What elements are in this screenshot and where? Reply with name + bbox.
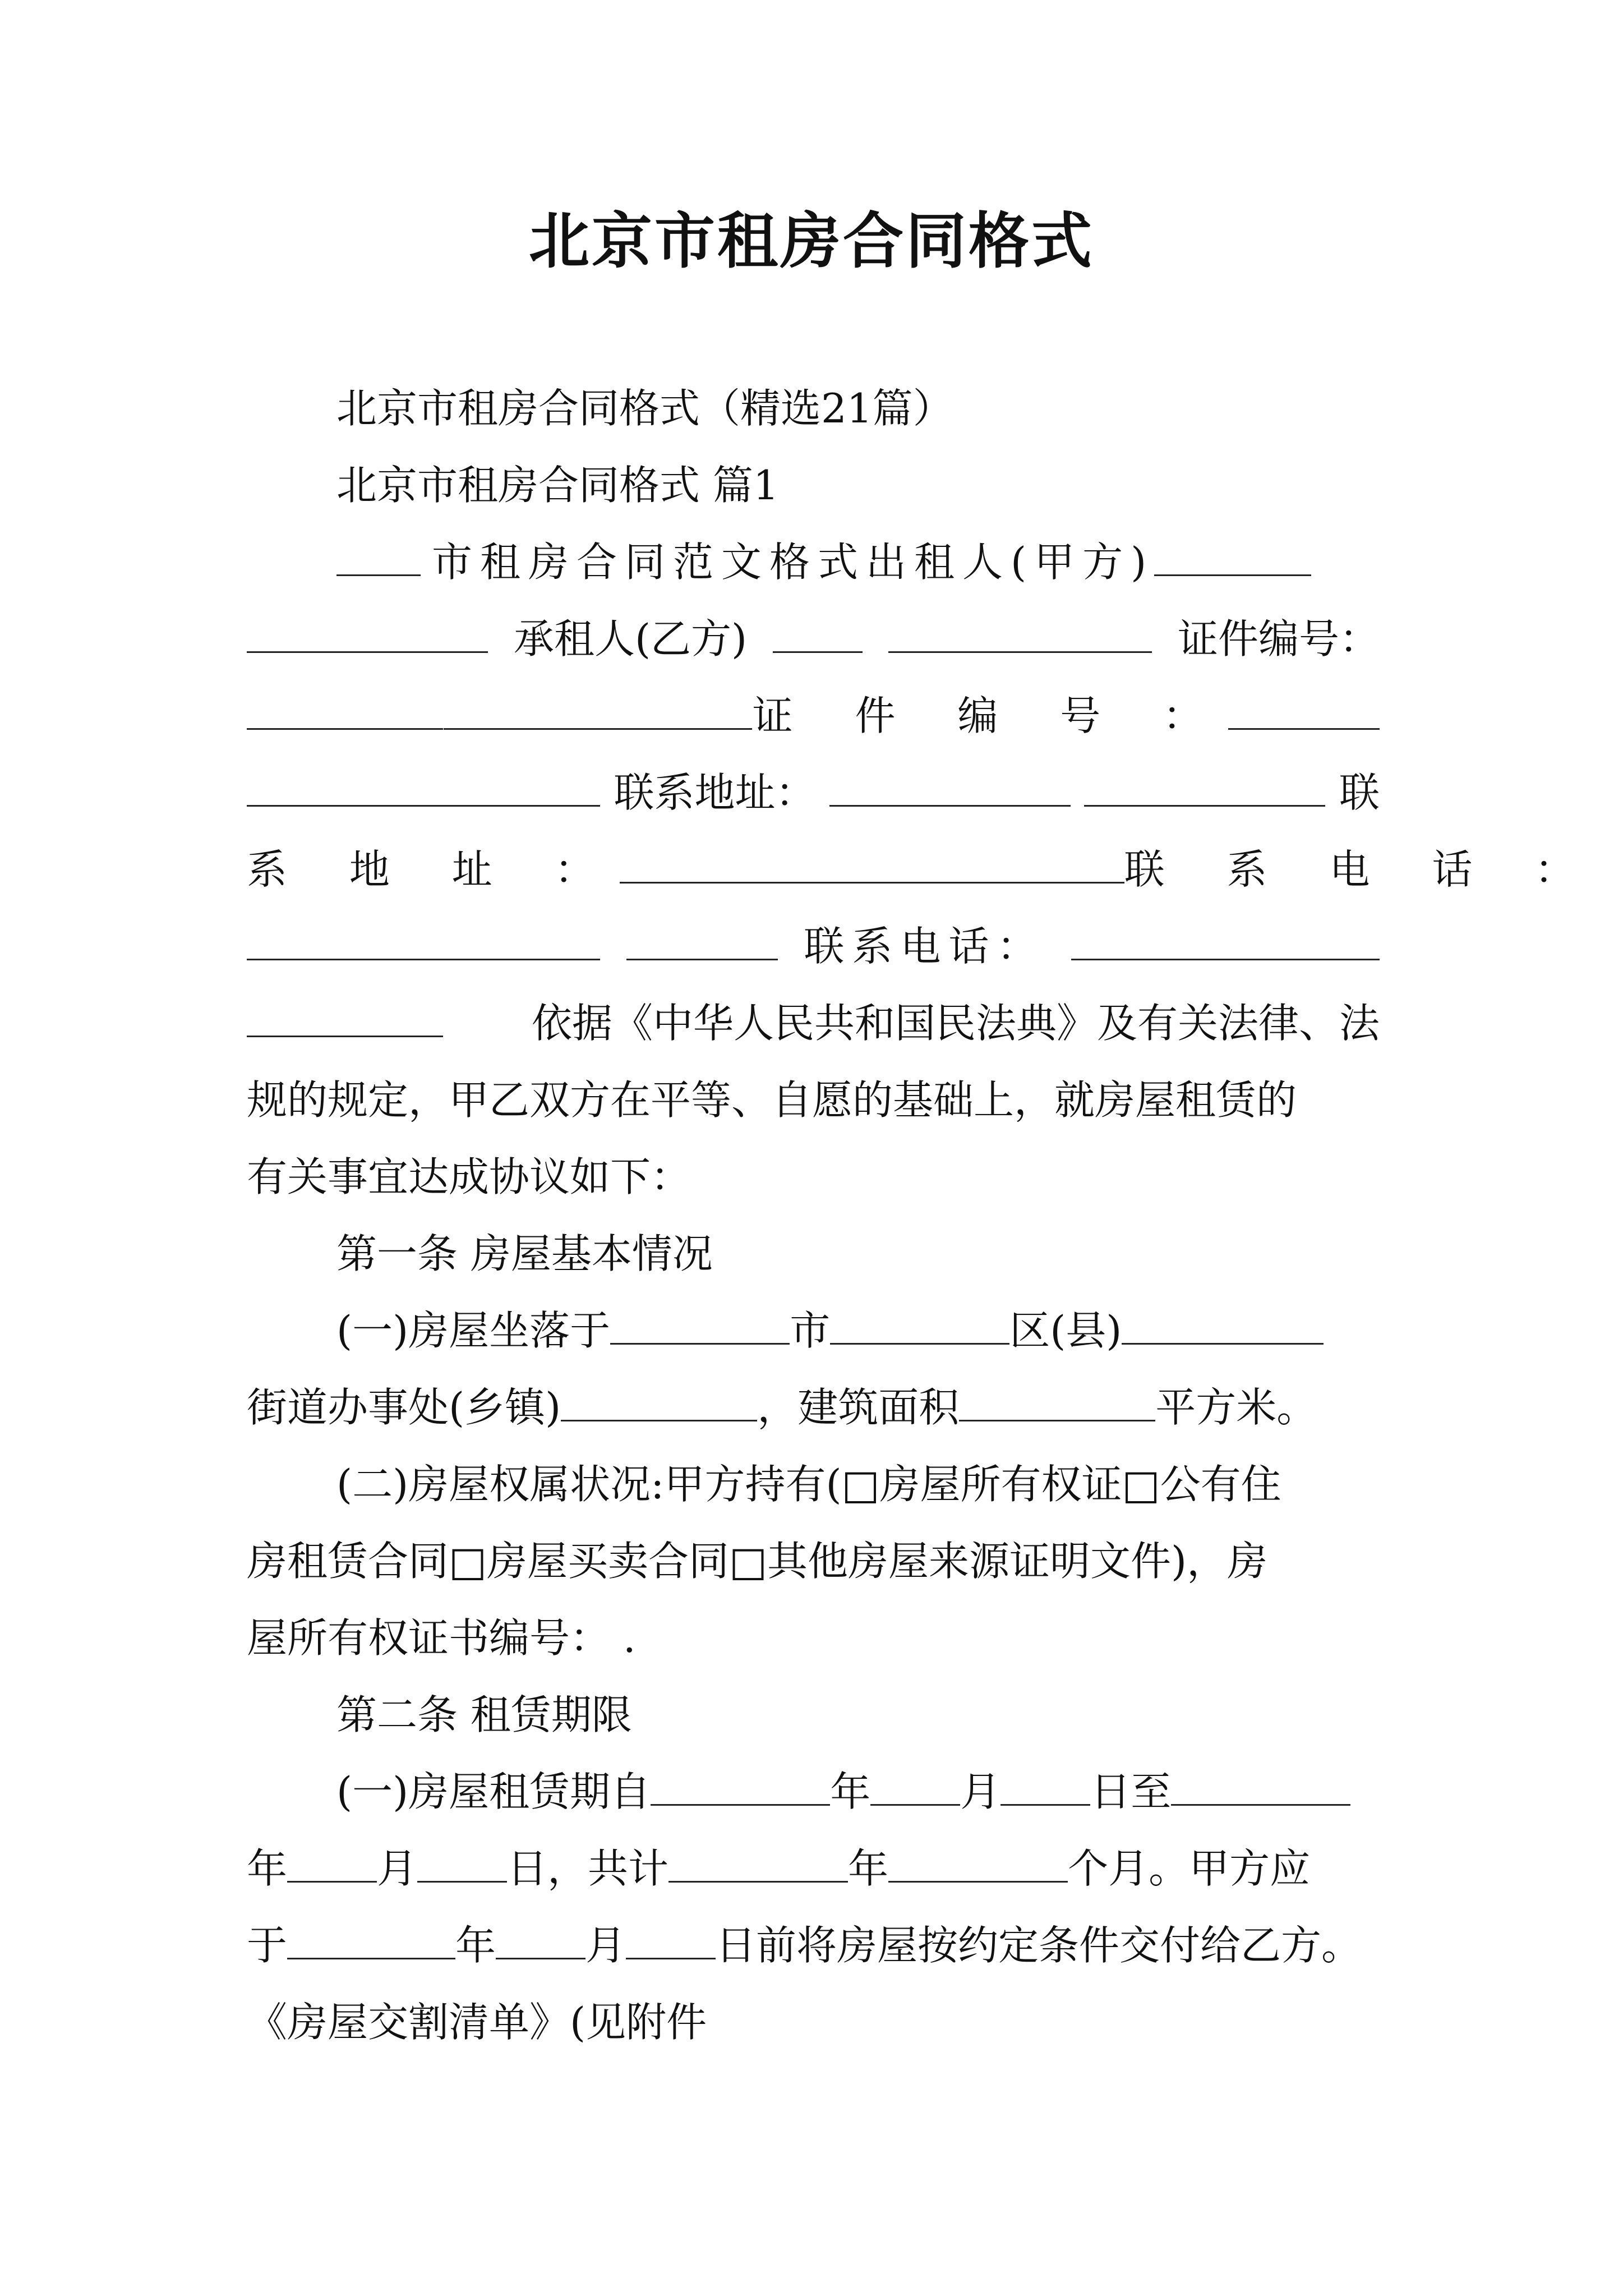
header-line-5 (247, 831, 1600, 908)
blank-street (1122, 1309, 1324, 1345)
blank-city (336, 541, 421, 576)
blank (773, 618, 863, 653)
article1-clause2-line1 (247, 1446, 1380, 1523)
id-number-label: 证件编号： (1177, 615, 1380, 662)
blank-district (830, 1309, 1009, 1345)
blank-years (668, 1847, 848, 1883)
contact-char: 联 (1339, 769, 1380, 816)
blank-lessor (1154, 541, 1311, 576)
clause-text: 平方米。 (1155, 1384, 1317, 1431)
blank-subdistrict (561, 1386, 757, 1421)
blank-city (610, 1309, 790, 1345)
blank-month (870, 1770, 960, 1806)
clause-text: 年 (830, 1768, 871, 1815)
article2-clause1-line4 (247, 1984, 1380, 2061)
clause-text: 于 (247, 1922, 288, 1969)
clause-text: (二)房屋权属状况:甲方持有(□房屋所有权证□公有住 (336, 1461, 1281, 1508)
blank-area (959, 1386, 1155, 1421)
intro-text-1: 依据《中华人民共和国民法典》及有关法律、法 (531, 1000, 1380, 1047)
id-number-label-2: 证 件 编 号 ： (752, 692, 1228, 739)
clause-text: 年 (848, 1845, 889, 1892)
article1-heading-line (247, 1216, 1380, 1292)
document-body (247, 370, 1600, 2061)
phone-label-2: 联系电话： (804, 923, 1045, 970)
clause-text: 《房屋交割清单》(见附件 (247, 1999, 707, 2046)
blank-month (496, 1924, 585, 1959)
clause-text: 月 (585, 1922, 626, 1969)
blank (247, 694, 443, 730)
blank (626, 925, 778, 960)
intro-text-3: 有关事宜达成协议如下： (247, 1153, 691, 1200)
blank-day (417, 1847, 507, 1883)
header-line-1 (247, 524, 1380, 601)
clause-text: 年 (247, 1845, 288, 1892)
document-title: 北京市租房合同格式 (528, 206, 1094, 277)
header-line-4 (247, 754, 1380, 831)
article1-clause1-line1 (247, 1292, 1380, 1369)
section-heading-line (247, 447, 1380, 524)
intro-line-2 (247, 1062, 1380, 1139)
blank (444, 694, 752, 730)
header-line-2 (247, 601, 1380, 678)
clause-text: 年 (455, 1922, 496, 1969)
blank (1084, 771, 1325, 807)
blank-year (1171, 1770, 1350, 1806)
clause-text: 日，共计 (507, 1845, 669, 1892)
header-line-3 (247, 678, 1380, 754)
phone-label: 联 系 电 话 ： (1124, 846, 1600, 893)
article1-clause2-line3 (247, 1600, 1380, 1677)
article1-clause1-line2 (247, 1369, 1380, 1446)
article1-heading: 第一条 房屋基本情况 (336, 1230, 713, 1277)
header-line-6 (247, 908, 1380, 985)
section-heading: 北京市租房合同格式 篇1 (336, 462, 779, 509)
blank (247, 618, 488, 653)
clause-text: (一)房屋租赁期自 (336, 1768, 651, 1815)
article2-heading-line (247, 1677, 1380, 1754)
clause-text: 月 (960, 1768, 1001, 1815)
blank (829, 771, 1071, 807)
clause-text: ，建筑面积 (757, 1384, 960, 1431)
clause-text: (一)房屋坐落于 (336, 1307, 611, 1354)
header-text: 市租房合同范文格式出租人(甲方) (432, 539, 1155, 586)
intro-text-2: 规的规定，甲乙双方在平等、自愿的基础上，就房屋租赁的 (247, 1076, 1297, 1124)
article2-clause1-line3 (247, 1907, 1380, 1984)
blank-year (651, 1770, 830, 1806)
address-label-2: 系 地 址 ： (247, 846, 620, 893)
blank-day (1000, 1770, 1090, 1806)
blank (861, 848, 1124, 884)
article2-clause1-line2 (247, 1830, 1380, 1907)
intro-line-3 (247, 1139, 1380, 1216)
clause-text: 市 (790, 1307, 831, 1354)
clause-text: 个月。甲方应 (1068, 1845, 1311, 1892)
blank (247, 1002, 443, 1037)
blank (888, 618, 1152, 653)
blank (1228, 694, 1380, 730)
clause-text: 区(县) (1009, 1307, 1122, 1354)
subtitle-line (247, 370, 1380, 447)
clause-text: 月 (377, 1845, 418, 1892)
blank-months (888, 1847, 1068, 1883)
intro-line-1 (247, 985, 1380, 1062)
article2-clause1-line1 (247, 1754, 1380, 1830)
clause-text: 日前将房屋按约定条件交付给乙方。 (716, 1922, 1362, 1969)
blank (620, 848, 861, 884)
address-label: 联系地址： (614, 769, 816, 816)
blank-year (287, 1924, 455, 1959)
blank-month (287, 1847, 377, 1883)
blank-day (626, 1924, 716, 1959)
clause-text: 房租赁合同□房屋买卖合同□其他房屋来源证明文件)，房 (247, 1538, 1268, 1585)
article1-clause2-line2 (247, 1523, 1380, 1600)
blank (1071, 925, 1380, 960)
blank (247, 771, 600, 807)
article2-heading: 第二条 租赁期限 (336, 1691, 632, 1738)
clause-text: 街道办事处(乡镇) (247, 1384, 561, 1431)
document-subtitle: 北京市租房合同格式（精选21篇） (336, 385, 953, 432)
lessee-label: 承租人(乙方) (513, 615, 748, 662)
blank (247, 925, 600, 960)
clause-text: 屋所有权证书编号： . (247, 1614, 636, 1662)
clause-text: 日至 (1090, 1768, 1172, 1815)
